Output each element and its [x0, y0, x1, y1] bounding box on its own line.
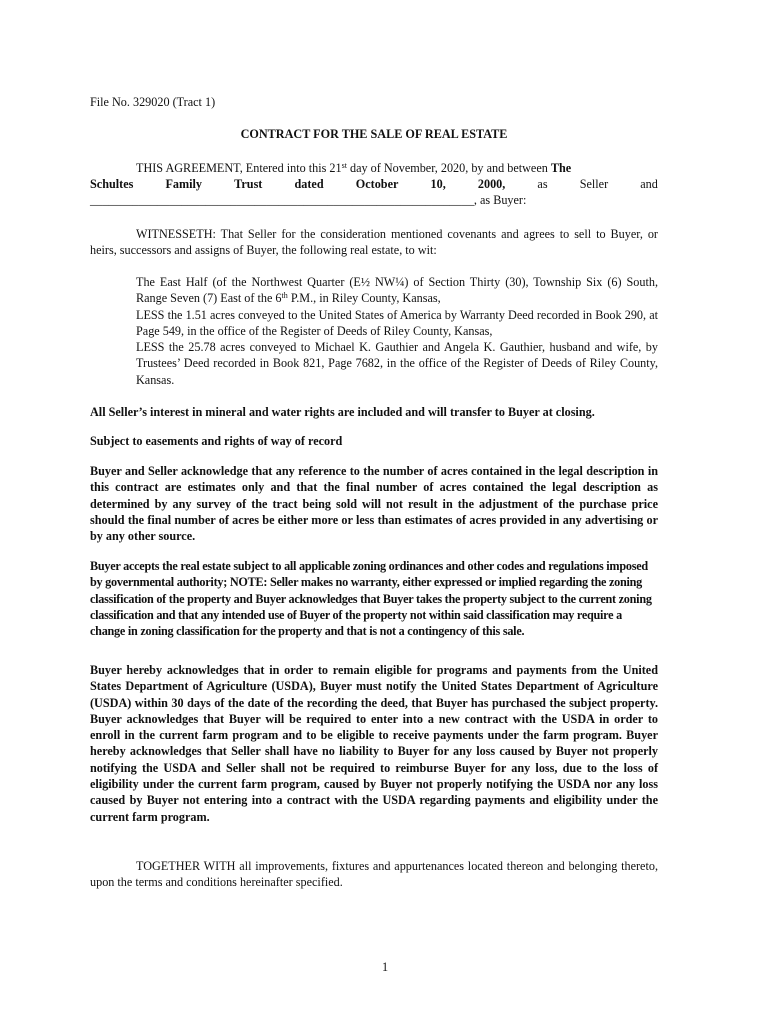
- easements-clause: Subject to easements and rights of way of record: [90, 434, 343, 448]
- page-number: 1: [381, 960, 389, 974]
- seller-name-start: The: [550, 161, 572, 175]
- seller-word: Family: [165, 177, 203, 191]
- together-with-clause: [90, 858, 658, 891]
- seller-word: as: [537, 177, 548, 191]
- seller-word: Trust: [234, 177, 263, 191]
- seller-word: 2000,: [477, 177, 506, 191]
- legal-line-tract: [136, 274, 658, 307]
- agreement-intro: [90, 160, 658, 176]
- seller-line: [90, 176, 658, 192]
- document-title: CONTRACT FOR THE SALE OF REAL ESTATE: [240, 127, 508, 141]
- seller-word: Seller: [579, 177, 609, 191]
- seller-word: October: [355, 177, 399, 191]
- seller-word: dated: [294, 177, 324, 191]
- witnesseth-text: WITNESSETH: That Seller for the consideration mentioned covenants and agrees to sell to Buyer, or heirs, successors and assigns of Buyer, the following real estate, to wit:: [90, 227, 658, 258]
- buyer-blank-line: _______________________________________________________________, as Buyer:: [90, 193, 527, 207]
- legal-line-exception-1: LESS the 1.51 acres conveyed to the United States of America by Warranty Deed recorded in Book 290, at Page 549, in the office of the Register of Deeds of Riley County, Kansas,: [136, 307, 658, 338]
- agreement-day-suffix: st: [341, 161, 347, 170]
- seller-word: 10,: [430, 177, 446, 191]
- usda-clause: Buyer hereby acknowledges that in order to remain eligible for programs and payments from the United States Department of Agriculture (USDA), Buyer must notify the United States Department of Agriculture (USDA) within 30 days of the date of the recording the deed, that Buyer has purchased the subject property. Buyer acknowledges that Buyer will be required to enter into a new contract with the USDA in order to enroll in the current farm program and to be eligible to receive payments under the farm program. Buyer hereby acknowledges that Seller shall have no liability to Buyer for any loss caused by Buyer not properly notifying the USDA and Seller shall not be required to reimburse Buyer for any loss, due to the loss of eligibility under the current farm program, caused by Buyer not properly notifying the USDA nor any loss caused by Buyer not entering into a contract with the USDA regarding payments and eligibility under the current farm program.: [90, 663, 658, 824]
- file-number: File No. 329020 (Tract 1): [90, 95, 216, 109]
- together-with-text: TOGETHER WITH all improvements, fixtures and appurtenances located thereon and belonging thereto, upon the terms and conditions hereinafter specified.: [90, 859, 658, 890]
- agreement-lead: THIS AGREEMENT, Entered into this 21: [136, 161, 342, 175]
- legal-line-tract-text: The East Half (of the Northwest Quarter (E½ NW¼) of Section Thirty (30), Township Six (6) South, Range Seven (7) East of the 6: [136, 275, 658, 306]
- agreement-rest: day of November, 2020, by and between: [346, 161, 551, 175]
- seller-word: Schultes: [90, 177, 134, 191]
- mineral-rights-clause: All Seller’s interest in mineral and water rights are included and will transfer to Buyer at closing.: [90, 405, 595, 419]
- witnesseth-paragraph: [90, 226, 658, 259]
- zoning-clause: Buyer accepts the real estate subject to all applicable zoning ordinances and other codes and regulations imposed by governmental authority; NOTE: Seller makes no warranty, either expressed or implied regarding the zoning classification of the property and Buyer acknowledges that Buyer takes the property subject to the current zoning classification and that any intended use of Buyer of the property not within said classification may require a change in zoning classification for the property and that is not a contingency of this sale.: [90, 559, 652, 639]
- legal-line-tract-end: P.M., in Riley County, Kansas,: [287, 291, 441, 306]
- legal-meridian-suffix: th: [281, 291, 288, 301]
- legal-line-exception-2: LESS the 25.78 acres conveyed to Michael K. Gauthier and Angela K. Gauthier, husband and wife, by Trustees’ Deed recorded in Book 821, Page 7682, in the office of the Register of Deeds of Riley County, Kansas.: [136, 340, 658, 387]
- legal-description: [136, 274, 658, 388]
- seller-word: and: [640, 177, 658, 191]
- acreage-clause: Buyer and Seller acknowledge that any reference to the number of acres contained in the legal description in this contract are estimates only and that the final number of acres contained the legal description as determined by any survey of the tract being sold will not result in the adjustment of the purchase price should the final number of acres be either more or less than estimates of acres provided in any advertising or by any other source.: [90, 464, 658, 544]
